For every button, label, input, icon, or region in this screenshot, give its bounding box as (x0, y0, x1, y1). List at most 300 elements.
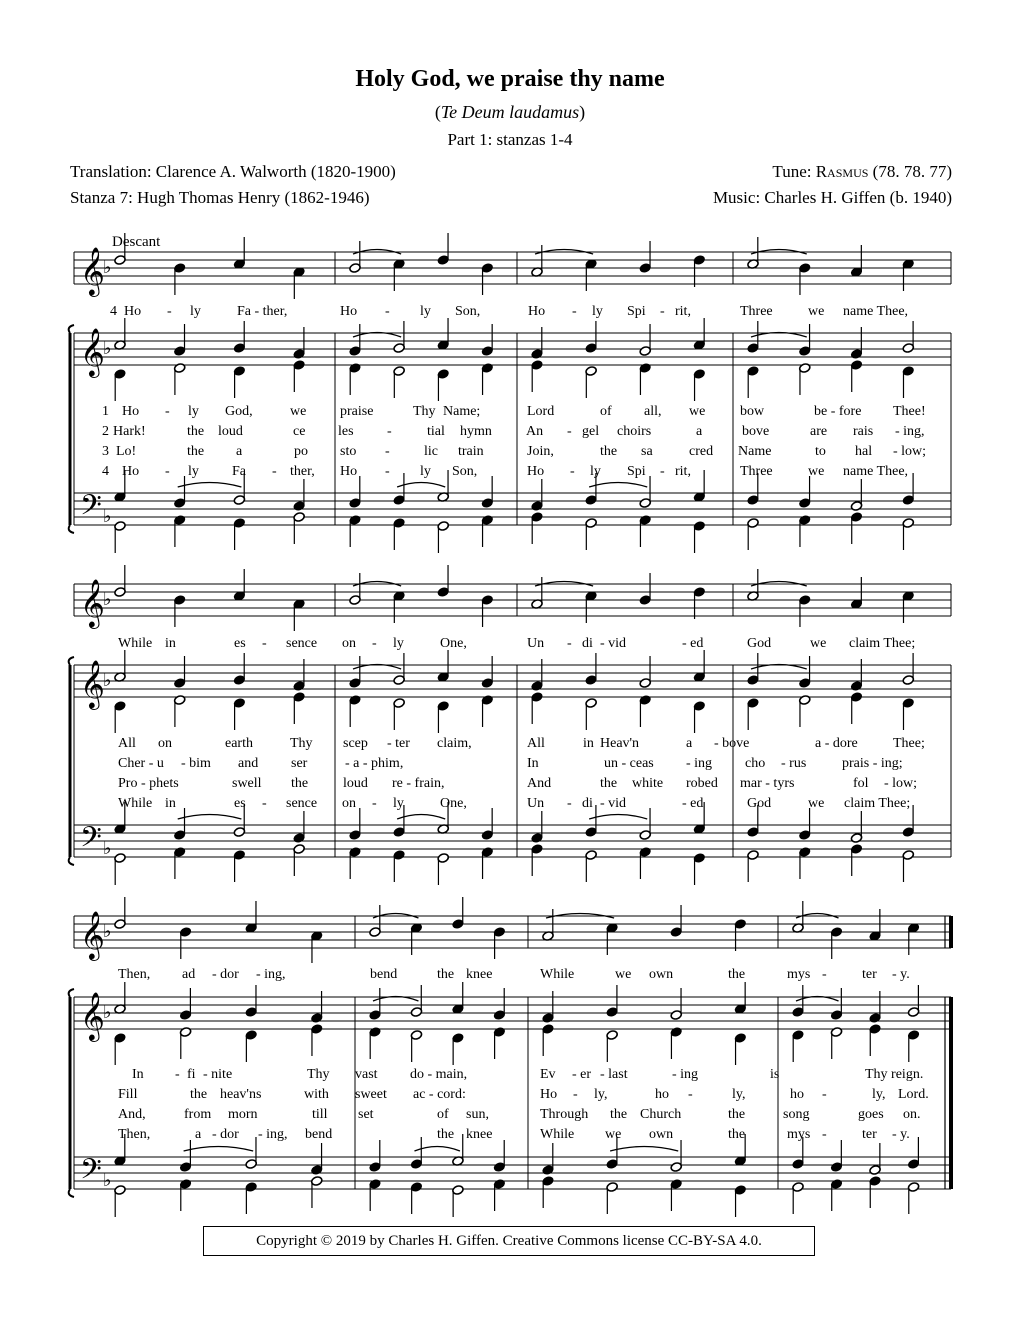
note (639, 847, 651, 879)
verse-lyric-syllable: a (236, 444, 243, 459)
note (452, 982, 464, 1014)
note (393, 518, 405, 550)
verse-lyric-syllable: Fill (118, 1087, 138, 1102)
note (531, 577, 543, 609)
verse-lyric-syllable: - last (600, 1067, 628, 1082)
note (245, 1182, 257, 1214)
verse-lyric-syllable: name Thee, (843, 464, 909, 479)
verse-lyric-syllable: Heav'n (600, 736, 640, 751)
verse-lyric-syllable: mys (787, 1127, 811, 1142)
verse-lyric-syllable: All (527, 736, 545, 751)
note (311, 991, 323, 1023)
note (410, 985, 422, 1017)
verse-lyric-syllable: do - main, (410, 1067, 468, 1082)
descant-lyric-syllable: Ho (528, 304, 546, 319)
verse-lyric-syllable: claim, (437, 736, 472, 751)
note (693, 255, 705, 287)
verse-lyric-syllable: scep (343, 736, 368, 751)
verse-lyric-syllable: - (660, 464, 665, 479)
verse-lyric-syllable: the (610, 1107, 628, 1122)
note (542, 991, 554, 1023)
note (850, 844, 862, 876)
note (481, 656, 493, 688)
treble-clef-icon: 𝄞 (80, 991, 105, 1040)
verse-lyric-syllable: Un (527, 796, 545, 811)
verse-lyric-syllable: 2 (102, 424, 109, 439)
note (531, 659, 543, 691)
slur (178, 483, 242, 488)
note (393, 259, 405, 291)
note (902, 591, 914, 623)
verse-lyric-syllable: ter (862, 1127, 877, 1142)
note (179, 927, 191, 959)
note (670, 1179, 682, 1211)
verse-lyric-syllable: - bove (714, 736, 750, 751)
note (747, 850, 759, 882)
note (747, 518, 759, 550)
subtitle-paren-close: ) (579, 102, 586, 122)
verse-lyric-syllable: - low; (884, 776, 918, 791)
verse-lyric-syllable: - bim (181, 756, 211, 771)
descant-lyric-syllable: Then, (118, 967, 151, 982)
verse-lyric-syllable: - rus (781, 756, 807, 771)
verse-lyric-syllable: we (290, 404, 307, 419)
verse-lyric-syllable: - (822, 1127, 827, 1142)
note (799, 515, 811, 547)
note (233, 321, 245, 353)
verse-lyric-syllable: goes (858, 1107, 884, 1122)
bass-clef-icon: 𝄢 (80, 489, 102, 529)
verse-lyric-syllable: rit, (675, 464, 691, 479)
descant-lyric-syllable: - (567, 636, 572, 651)
note (481, 847, 493, 879)
verse-lyric-syllable: the (190, 1087, 208, 1102)
note (869, 1176, 881, 1208)
treble-staff (74, 997, 951, 1029)
slur (589, 483, 647, 488)
note (452, 1033, 464, 1065)
brace-hook (69, 857, 74, 865)
note (114, 521, 126, 553)
brace-hook (69, 525, 74, 533)
note (293, 512, 305, 544)
note (606, 923, 618, 955)
verse-lyric-syllable: Then, (118, 1127, 151, 1142)
verse-lyric-syllable: Ho (122, 404, 140, 419)
note (311, 1024, 323, 1056)
verse-lyric-syllable: Three (740, 464, 773, 479)
descant-lyric-syllable: - ing, (256, 967, 286, 982)
verse-lyric-syllable: And (527, 776, 552, 791)
tune-prefix: Tune: (772, 162, 816, 181)
note (734, 982, 746, 1014)
note (747, 366, 759, 398)
note (639, 515, 651, 547)
verse-lyric-syllable: An (526, 424, 544, 439)
verse-lyric-syllable: Fa (232, 464, 246, 479)
copyright-notice: Copyright © 2019 by Charles H. Giffen. Creative Commons license CC-BY-SA 4.0. (203, 1226, 815, 1256)
note (531, 811, 543, 843)
note (174, 363, 186, 395)
note (245, 901, 257, 933)
verse-lyric-syllable: - (165, 404, 170, 419)
note (830, 1179, 842, 1211)
note (830, 1027, 842, 1059)
verse-lyric-syllable: ly, (594, 1087, 608, 1102)
music-credit: Music: Charles H. Giffen (b. 1940) (712, 188, 952, 207)
verse-lyric-syllable: - (387, 424, 392, 439)
note (792, 1030, 804, 1062)
brace-hook (69, 989, 74, 997)
note (850, 245, 862, 277)
note (114, 982, 126, 1014)
verse-lyric-syllable: - (372, 796, 377, 811)
note (850, 659, 862, 691)
note (531, 479, 543, 511)
descant-lyric-syllable: knee (466, 967, 493, 982)
note (907, 985, 919, 1017)
note (349, 241, 361, 273)
verse-lyric-syllable: - (570, 464, 575, 479)
verse-lyric-syllable: ly (188, 464, 199, 479)
note (393, 366, 405, 398)
verse-lyric-syllable: - vid (600, 796, 627, 811)
note (293, 360, 305, 392)
verse-lyric-syllable: the (187, 444, 205, 459)
descant-lyric-syllable: we (810, 636, 827, 651)
verse-lyric-syllable: sweet (355, 1087, 387, 1102)
verse-lyric-syllable: own (649, 1127, 674, 1142)
note (174, 476, 186, 508)
note (174, 847, 186, 879)
note (452, 1185, 464, 1217)
note (369, 1027, 381, 1059)
note (410, 1030, 422, 1062)
note (174, 656, 186, 688)
descant-lyric-syllable: God (747, 636, 772, 651)
verse-lyric-syllable: ac - cord: (413, 1087, 466, 1102)
note (747, 698, 759, 730)
note (493, 927, 505, 959)
verse-lyric-syllable: Lord. (898, 1087, 929, 1102)
note (799, 476, 811, 508)
note (799, 808, 811, 840)
subtitle-paren-open: ( (434, 102, 441, 122)
note (349, 695, 361, 727)
verse-lyric-syllable: the (728, 1107, 746, 1122)
note (245, 1030, 257, 1062)
note (639, 573, 651, 605)
note (293, 811, 305, 843)
descant-lyric-syllable: di (582, 636, 593, 651)
verse-lyric-syllable: - a - phim, (345, 756, 404, 771)
verse-lyric-syllable: the (291, 776, 309, 791)
note (792, 1182, 804, 1214)
tune-meter: (78. 78. 77) (868, 162, 952, 181)
verse-lyric-syllable: fol (853, 776, 869, 791)
descant-staff (74, 584, 951, 616)
note (114, 1185, 126, 1217)
verse-lyric-syllable: are (810, 424, 828, 439)
treble-clef-icon: 𝄞 (80, 910, 105, 959)
verse-lyric-syllable: Name; (443, 404, 481, 419)
verse-lyric-syllable: - ing (686, 756, 713, 771)
verse-lyric-syllable: 4 (102, 464, 109, 479)
note (907, 1030, 919, 1062)
stanza7-credit: Stanza 7: Hugh Thomas Henry (1862-1946) (70, 188, 370, 207)
note (639, 476, 651, 508)
note (233, 850, 245, 882)
note (585, 591, 597, 623)
descant-label: Descant (112, 234, 161, 250)
verse-lyric-syllable: ce (293, 424, 306, 439)
bass-staff (74, 825, 951, 857)
verse-lyric-syllable: - (567, 424, 572, 439)
note (902, 259, 914, 291)
note (349, 476, 361, 508)
verse-lyric-syllable: - (165, 464, 170, 479)
verse-lyric-syllable: - ter (387, 736, 410, 751)
note (850, 577, 862, 609)
note (542, 909, 554, 941)
descant-lyric-syllable: the (437, 967, 455, 982)
note (114, 650, 126, 682)
verse-lyric-syllable: robed (686, 776, 718, 791)
brace-hook (69, 1189, 74, 1197)
verse-lyric-syllable: train (458, 444, 484, 459)
verse-lyric-syllable: - (822, 1087, 827, 1102)
verse-lyric-syllable: Name (738, 444, 772, 459)
note (393, 698, 405, 730)
note (902, 698, 914, 730)
verse-lyric-syllable: sa (641, 444, 653, 459)
note (850, 512, 862, 544)
note (902, 653, 914, 685)
treble-clef-icon: 𝄞 (80, 659, 105, 708)
verse-lyric-syllable: in (165, 796, 176, 811)
descant-lyric-syllable: Ho (340, 304, 358, 319)
note (179, 1179, 191, 1211)
note (481, 695, 493, 727)
note (907, 923, 919, 955)
note (174, 324, 186, 356)
latin-title: Te Deum laudamus (440, 102, 580, 122)
descant-lyric-syllable: Three (740, 304, 773, 319)
verse-lyric-syllable: a (696, 424, 703, 439)
treble-clef-icon: 𝄞 (80, 327, 105, 376)
verse-lyric-syllable: - (272, 464, 277, 479)
verse-lyric-syllable: les (338, 424, 354, 439)
descant-lyric-syllable: One, (440, 636, 467, 651)
note (293, 659, 305, 691)
note (799, 847, 811, 879)
note (245, 985, 257, 1017)
verse-lyric-syllable: Ho (340, 464, 358, 479)
key-flat-icon: ♭ (103, 589, 112, 610)
verse-lyric-syllable: vast (355, 1067, 378, 1082)
note (369, 988, 381, 1020)
verse-lyric-syllable: mar - tyrs (740, 776, 795, 791)
verse-lyric-syllable: Spi (627, 464, 646, 479)
note (349, 847, 361, 879)
descant-lyric-syllable: - ed (682, 636, 704, 651)
descant-lyric-syllable: - (822, 967, 827, 982)
verse-lyric-syllable: ly (393, 796, 404, 811)
verse-lyric-syllable: ly (590, 464, 601, 479)
verse-lyric-syllable: we (808, 796, 825, 811)
note (734, 1185, 746, 1217)
descant-staff (74, 252, 951, 284)
verse-lyric-syllable: ly (188, 404, 199, 419)
note (437, 318, 449, 350)
verse-lyric-syllable: God, (225, 404, 253, 419)
note (693, 369, 705, 401)
descant-lyric-syllable: mys (787, 967, 811, 982)
note (369, 1179, 381, 1211)
verse-lyric-syllable: Ho (122, 464, 140, 479)
note (585, 518, 597, 550)
verse-lyric-syllable: swell (232, 776, 262, 791)
verse-lyric-syllable: be - fore (814, 404, 862, 419)
note (902, 321, 914, 353)
note (393, 850, 405, 882)
descant-lyric-syllable: Fa - ther, (237, 304, 288, 319)
note (670, 1027, 682, 1059)
verse-lyric-syllable: lic (424, 444, 438, 459)
verse-lyric-syllable: with (304, 1087, 329, 1102)
note (531, 360, 543, 392)
descant-lyric-syllable: es (234, 636, 246, 651)
note (114, 897, 126, 929)
note (734, 1033, 746, 1065)
verse-lyric-syllable: Lord (527, 404, 555, 419)
verse-lyric-syllable: sto (340, 444, 357, 459)
note (293, 844, 305, 876)
verse-lyric-syllable: sence (286, 796, 318, 811)
verse-lyric-syllable: sun, (466, 1107, 489, 1122)
note (233, 237, 245, 269)
verse-lyric-syllable: the (187, 424, 205, 439)
note (585, 698, 597, 730)
verse-lyric-syllable: on (158, 736, 172, 751)
note (437, 650, 449, 682)
note (114, 369, 126, 401)
verse-lyric-syllable: While (540, 1127, 575, 1142)
note (437, 565, 449, 597)
verse-lyric-syllable: ho (655, 1087, 669, 1102)
verse-lyric-syllable: on (342, 796, 356, 811)
note (693, 853, 705, 885)
note (799, 595, 811, 627)
note (693, 470, 705, 502)
verse-lyric-syllable: the (600, 776, 618, 791)
note (850, 360, 862, 392)
verse-lyric-syllable: Church (640, 1107, 682, 1122)
note (481, 324, 493, 356)
verse-lyric-syllable: loud (218, 424, 243, 439)
note (531, 692, 543, 724)
verse-lyric-syllable: While (118, 796, 153, 811)
descant-lyric-syllable: - (572, 304, 577, 319)
note (437, 233, 449, 265)
note (606, 985, 618, 1017)
verse-lyric-syllable: - (385, 464, 390, 479)
descant-lyric-syllable: ad (182, 967, 196, 982)
bass-staff (74, 1157, 951, 1189)
descant-lyric-syllable: bend (370, 967, 398, 982)
note (850, 327, 862, 359)
verse-lyric-syllable: hal (855, 444, 873, 459)
verse-lyric-syllable: morn (228, 1107, 258, 1122)
note (693, 318, 705, 350)
note (693, 587, 705, 619)
note (233, 569, 245, 601)
note (233, 518, 245, 550)
note (114, 318, 126, 350)
note (542, 1176, 554, 1208)
note (902, 518, 914, 550)
note (349, 363, 361, 395)
note (585, 259, 597, 291)
verse-lyric-syllable: hymn (460, 424, 492, 439)
note (393, 321, 405, 353)
note (799, 656, 811, 688)
note (174, 808, 186, 840)
verse-lyric-syllable: - ing, (895, 424, 925, 439)
descant-lyric-syllable: on (342, 636, 356, 651)
note (639, 695, 651, 727)
note (639, 363, 651, 395)
verse-lyric-syllable: God (747, 796, 772, 811)
verse-lyric-syllable: is (770, 1067, 780, 1082)
note (850, 479, 862, 511)
note (493, 988, 505, 1020)
verse-lyric-syllable: the (437, 1127, 455, 1142)
note (639, 324, 651, 356)
note (585, 321, 597, 353)
verse-lyric-syllable: Join, (527, 444, 554, 459)
verse-lyric-syllable: a (195, 1127, 202, 1142)
verse-lyric-syllable: Through (540, 1107, 589, 1122)
verse-lyric-syllable: 3 (102, 444, 109, 459)
verse-lyric-syllable: di (582, 796, 593, 811)
verse-lyric-syllable: song (783, 1107, 810, 1122)
note (585, 366, 597, 398)
verse-lyric-syllable: - ed (682, 796, 704, 811)
note (670, 1140, 682, 1172)
verse-lyric-syllable: - (688, 1087, 693, 1102)
note (174, 263, 186, 295)
descant-lyric-syllable: we (808, 304, 825, 319)
verse-lyric-syllable: loud (343, 776, 368, 791)
descant-lyric-syllable: rit, (675, 304, 691, 319)
note (369, 1140, 381, 1172)
verse-lyric-syllable: prais - ing; (842, 756, 903, 771)
note (850, 811, 862, 843)
verse-lyric-syllable: In (527, 756, 539, 771)
slur (178, 815, 242, 820)
note (179, 988, 191, 1020)
verse-lyric-syllable: - (175, 1067, 180, 1082)
note (349, 573, 361, 605)
note (747, 321, 759, 353)
verse-lyric-syllable: Pro - phets (118, 776, 179, 791)
verse-lyric-syllable: po (294, 444, 308, 459)
bass-clef-icon: 𝄢 (80, 821, 102, 861)
note (639, 656, 651, 688)
descant-lyric-syllable: in (165, 636, 176, 651)
note (481, 363, 493, 395)
